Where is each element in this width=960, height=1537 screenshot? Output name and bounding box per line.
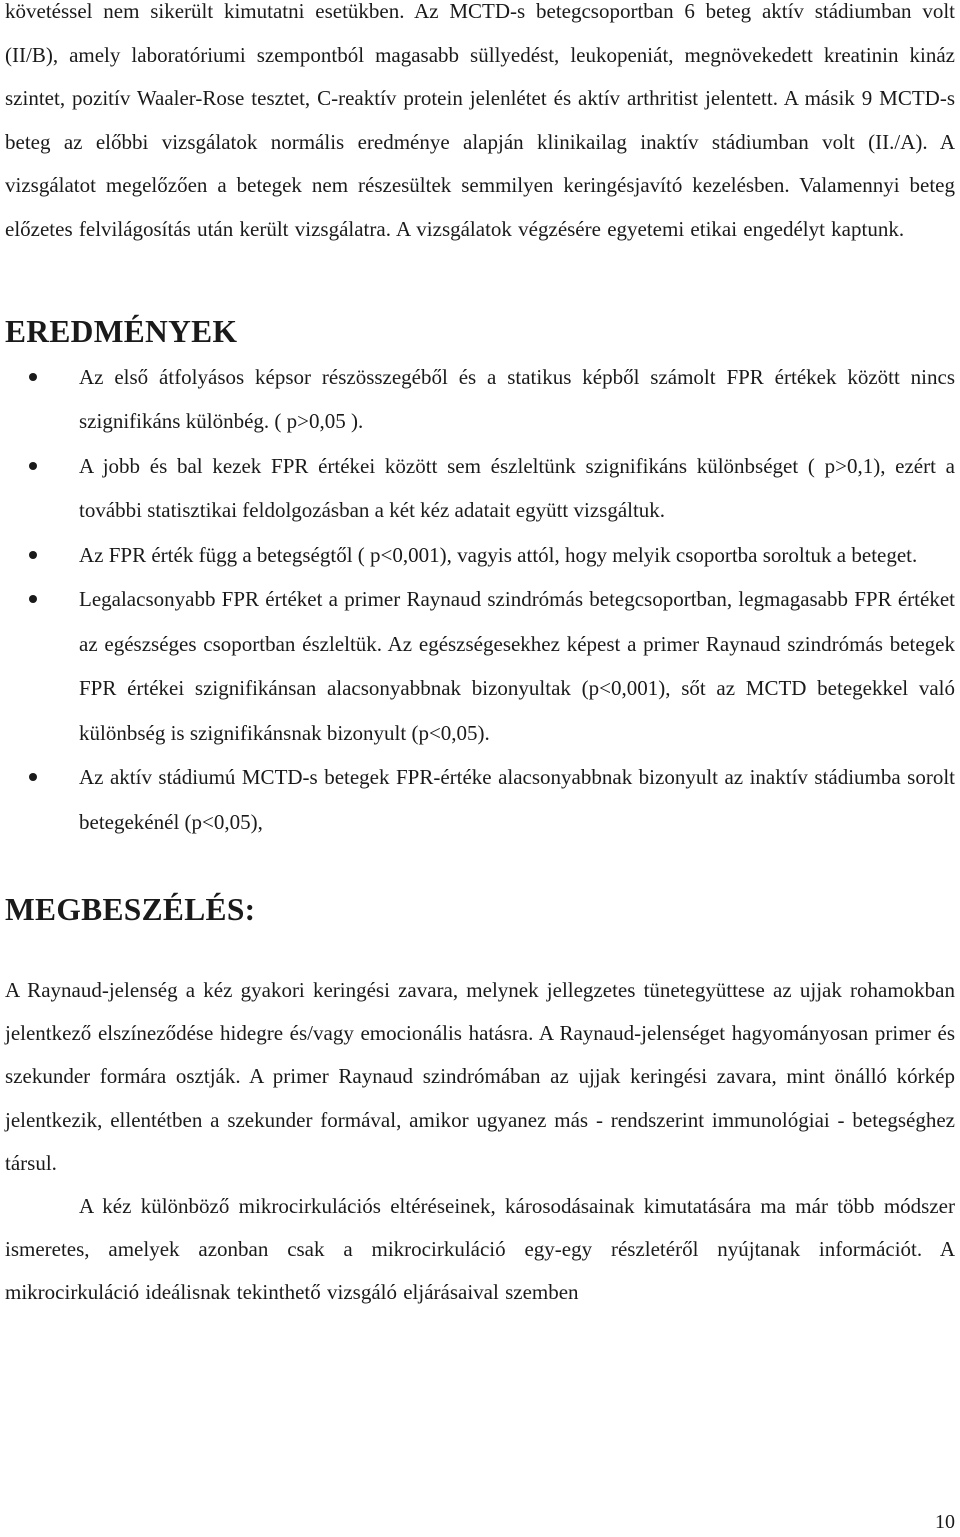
intro-paragraph: követéssel nem sikerült kimutatni esetükben. Az MCTD-s betegcsoportban 6 beteg aktív stádiumban volt (II/B), amely laboratóriumi szempontból magasabb süllyedést, leukopeniát, megnövekedett kreatinin kináz szintet, pozitív Waaler-Rose tesztet, C-reaktív protein jelenlétet és aktív arthritist jelentett. A másik 9 MCTD-s beteg az előbbi vizsgálatok normális eredménye alapján klinikailag inaktív stádiumban volt (II./A). A vizsgálatot megelőzően a betegek nem részesültek semmilyen keringésjavító kezelésben. Valamennyi beteg előzetes felvilágosítás után került vizsgálatra. A vizsgálatok végzésére egyetemi etikai engedélyt kaptunk. — [5, 0, 955, 241]
discussion-heading: MEGBESZÉLÉS: — [5, 892, 256, 928]
discussion-paragraph: A kéz különböző mikrocirkulációs eltéréseinek, károsodásainak kimutatására ma már több módszer ismeretes, amelyek azonban csak a mikrocirkuláció egy-egy részletéről nyújtanak információt. A mikrocirkuláció ideálisnak tekinthető vizsgáló eljárásaival szemben — [5, 1194, 955, 1305]
list-item-text: Az aktív stádiumú MCTD-s betegek FPR-értéke alacsonyabbnak bizonyult az inaktív stádiumba sorolt betegekénél (p<0,05), — [79, 765, 955, 834]
discussion-body — [5, 969, 955, 1315]
bullet-icon — [29, 595, 37, 603]
results-heading: EREDMÉNYEK — [5, 313, 238, 349]
list-item-text: Az első átfolyásos képsor részösszegéből és a statikus képből számolt FPR értékek között nincs szignifikáns különbég. ( p>0,05 ). — [79, 364, 955, 434]
list-item-text: Legalacsonyabb FPR értéket a primer Raynaud szindrómás betegcsoportban, legmagasabb FPR értéket az egészséges csoportban észleltük. Az egészségesekhez képest a primer Raynaud szindrómás betegek FPR értékei szignifikánsan alacsonyabbnak bizonyultak (p<0,001), sőt az MCTD betegekkel való különbség is szignifikánsnak bizonyult (p<0,05). — [79, 587, 955, 745]
list-item — [5, 577, 955, 755]
bullet-icon — [29, 773, 37, 781]
list-item-text: Az FPR érték függ a betegségtől ( p<0,001), vagyis attól, hogy melyik csoportba soroltuk a beteget. — [79, 542, 918, 567]
list-item — [5, 533, 955, 578]
results-list — [5, 355, 955, 845]
discussion-paragraph: A Raynaud-jelenség a kéz gyakori keringési zavara, melynek jellegzetes tünetegyüttese az ujjak rohamokban jelentkező elszíneződése hidegre és/vagy emocionális hatásra. A Raynaud-jelenséget hagyományosan primer és szekunder formára osztják. A primer Raynaud szindrómában az ujjak keringési zavara, mint önálló kórkép jelentkezik, ellentétben a szekunder formával, amikor ugyanez más - rendszerint immunológiai - betegséghez társul. — [5, 978, 955, 1175]
bullet-icon — [29, 551, 37, 559]
list-item — [5, 755, 955, 844]
document-page — [5, 0, 955, 1315]
list-item — [5, 444, 955, 533]
bullet-icon — [29, 373, 37, 381]
bullet-icon — [29, 462, 37, 470]
list-item-text: A jobb és bal kezek FPR értékei között sem észleltünk szignifikáns különbséget ( p>0,1), ezért a további statisztikai feldolgozásban a két kéz adatait együtt vizsgáltuk. — [79, 453, 955, 523]
list-item — [5, 355, 955, 444]
page-number: 10 — [935, 1511, 955, 1533]
